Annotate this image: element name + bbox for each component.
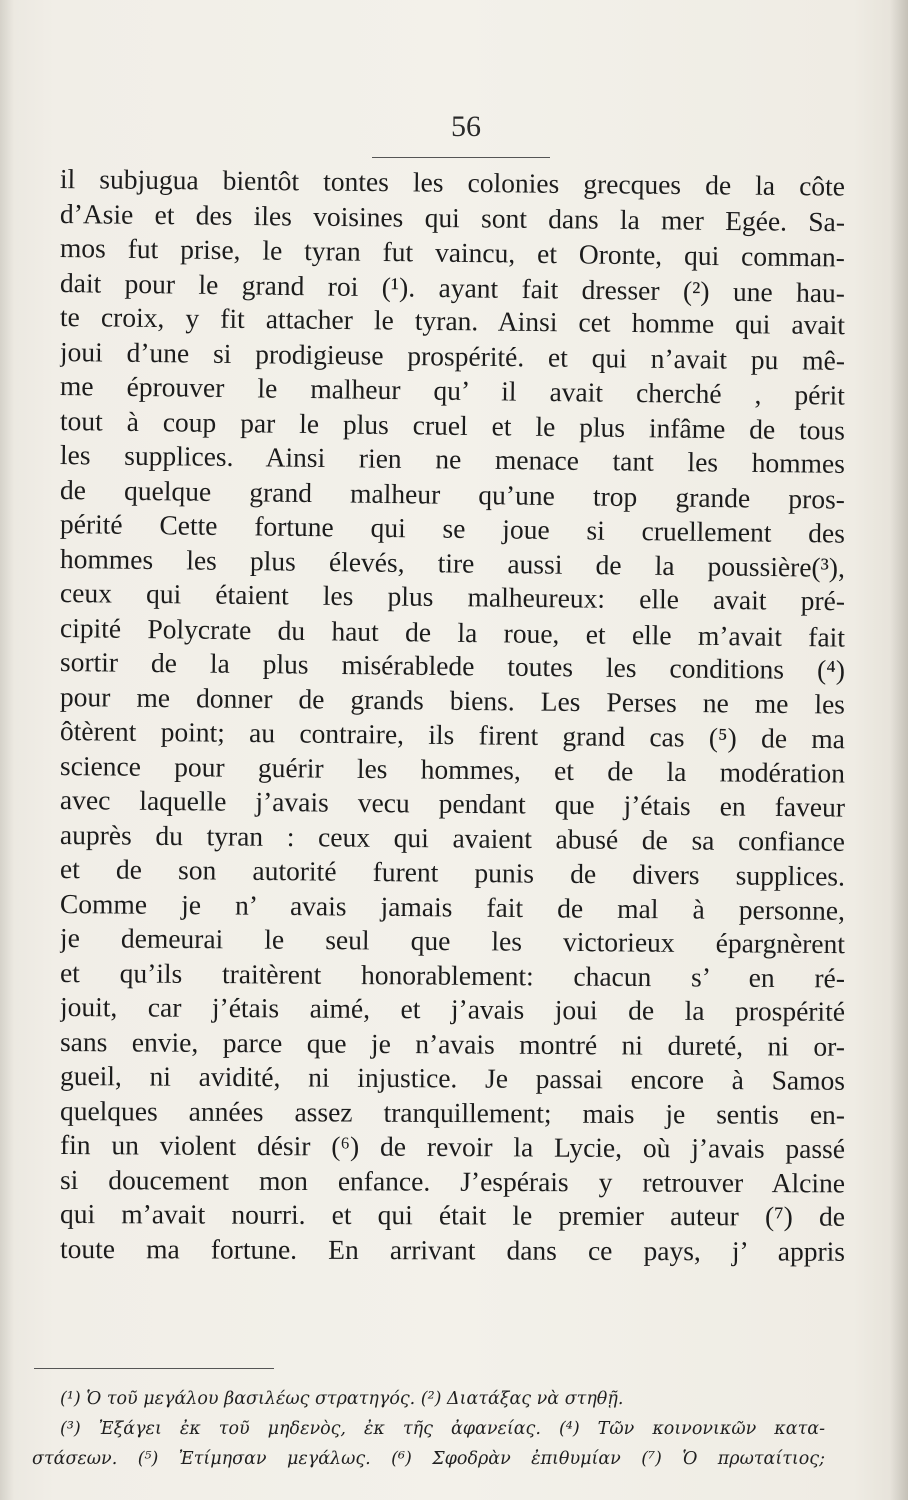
text-line: les supplices. Ainsi rien ne menace tant les hommes <box>59 439 846 479</box>
text-line: pour me donner de grands biens. Les Perses ne me les <box>59 680 846 720</box>
footnote-line: στάσεων. (⁵) Ἐτίμησαν μεγάλως. (⁶) Σφοδρὰν ἐπιθυμίαν (⁷) Ὁ πρωταίτιος; <box>32 1449 825 1469</box>
text-line: si doucement mon enfance. J’espérais y retrouver Alcine <box>59 1163 846 1198</box>
text-line: tout à coup par le plus cruel et le plus infâme de tous <box>59 404 846 446</box>
text-line: périté Cette fortune qui se joue si cruellement des <box>59 508 846 549</box>
footnote-rule <box>34 1368 274 1369</box>
text-line: de quelque grand malheur qu’une trop grande pros- <box>59 473 846 515</box>
text-line: fin un violent désir (⁶) de revoir la Lycie, où j’avais passé <box>59 1129 846 1165</box>
text-line: il subjugua bientôt tontes les colonies grecques de la côte <box>59 163 846 202</box>
text-line: jouit, car j’étais aimé, et j’avais joui de la prospérité <box>59 991 846 1027</box>
text-line: avec laquelle j’avais vecu pendant que j’étais en faveur <box>59 784 846 823</box>
header-rule <box>372 157 550 158</box>
text-line: quelques années assez tranquillement; mais je sentis en- <box>59 1094 846 1130</box>
text-line: sortir de la plus misérablede toutes les conditions (⁴) <box>59 646 846 686</box>
page-edge-shadow-right <box>890 0 908 1500</box>
text-line: toute ma fortune. En arrivant dans ce pays, j’ appris <box>59 1232 846 1267</box>
text-line: te croix, y fit attacher le tyran. Ainsi cet homme qui avait <box>59 301 846 341</box>
text-line: dait pour le grand roi (¹). ayant fait dresser (²) une hau- <box>59 266 846 308</box>
text-line: d’Asie et des iles voisines qui sont dans la mer Egée. Sa- <box>59 197 846 237</box>
text-line: auprès du tyran : ceux qui avaient abusé de sa confiance <box>59 818 846 857</box>
text-line: Comme je n’ avais jamais fait de mal à personne, <box>59 887 846 926</box>
text-line: ôtèrent point; au contraire, ils firent grand cas (⁵) de ma <box>59 715 846 755</box>
footnotes <box>32 1384 825 1474</box>
text-line: cipité Polycrate du haut de la roue, et elle m’avait fait <box>59 611 846 653</box>
text-line: et qu’ils traitèrent honorablement: chacun s’ en ré- <box>59 956 846 993</box>
text-line: hommes les plus élevés, tire aussi de la poussière(³), <box>59 542 846 583</box>
text-line: mos fut prise, le tyran fut vaincu, et Oronte, qui comman- <box>59 232 846 273</box>
text-line: science pour guérir les hommes, et de la modération <box>59 749 846 789</box>
text-line: joui d’une si prodigieuse prospérité. et qui n’avait pu mê- <box>59 335 846 376</box>
text-line: me éprouver le malheur qu’ il avait cherché , périt <box>59 370 846 411</box>
text-line: qui m’avait nourri. et qui était le premier auteur (⁷) de <box>59 1198 846 1232</box>
footnote-line: (³) Ἐξάγει ἐκ τοῦ μηδενὸς, ἐκ τῆς ἀφανείας. (⁴) Τῶν κοινονικῶν κατα- <box>60 1419 825 1439</box>
text-line: sans envie, parce que je n’avais montré ni dureté, ni or- <box>59 1025 846 1062</box>
page-edge-shadow-left <box>0 0 14 1500</box>
text-line: et de son autorité furent punis de divers supplices. <box>59 853 846 892</box>
text-line: je demeurai le seul que les victorieux épargnèrent <box>59 922 846 960</box>
text-line: ceux qui étaient les plus malheureux: elle avait pré- <box>59 577 846 617</box>
body-text <box>60 162 845 1266</box>
page-number: 56 <box>451 110 481 143</box>
footnote-line: (¹) Ὁ τοῦ μεγάλου βασιλέως στρατηγός. (²) Διατάξας νὰ στηθῇ. <box>60 1389 624 1409</box>
text-line: gueil, ni avidité, ni injustice. Je passai encore à Samos <box>59 1060 846 1096</box>
